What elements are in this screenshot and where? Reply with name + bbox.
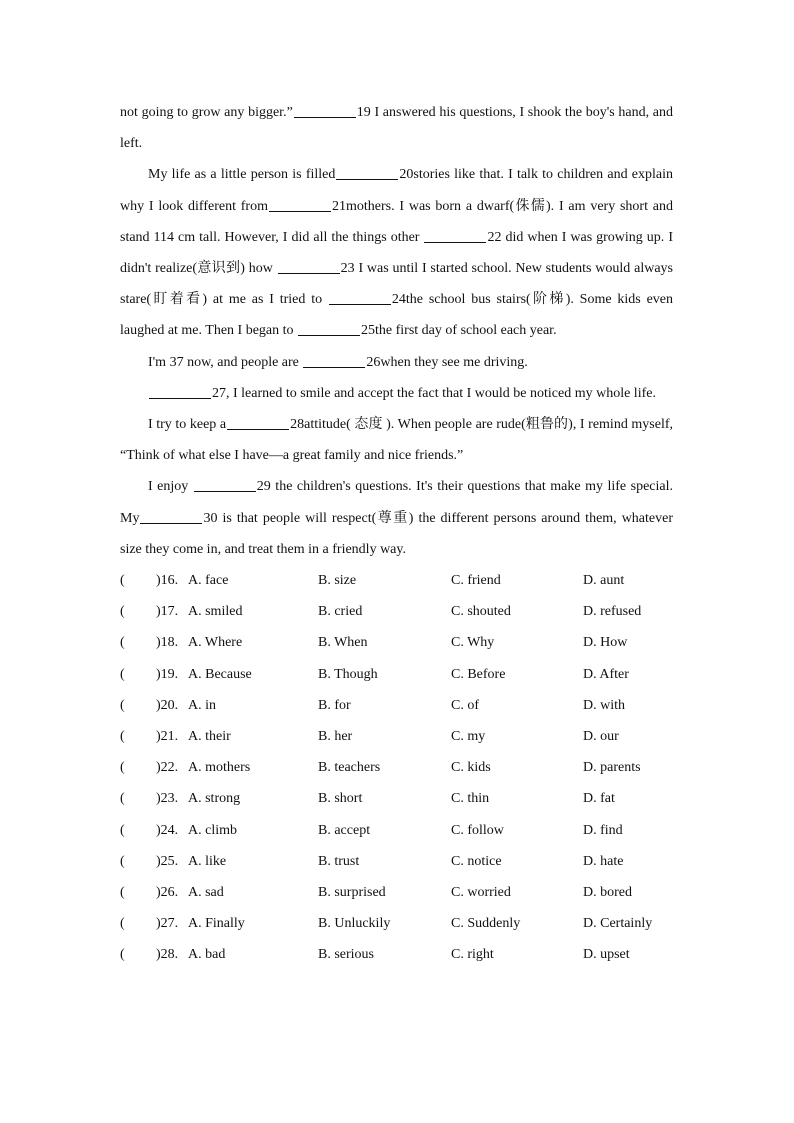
answer-paren[interactable]: (	[120, 791, 125, 807]
option-b[interactable]: B. size	[318, 573, 357, 589]
answer-paren[interactable]: (	[120, 573, 125, 589]
passage-text: 28attitude( 态度 ). When people are rude(粗鲁的), I remind myself, “Think of what else I have—a great family and nice friends.”	[120, 417, 674, 464]
answer-blank[interactable]	[194, 477, 256, 492]
option-b[interactable]: B. cried	[318, 604, 363, 620]
answer-blank[interactable]	[298, 321, 360, 336]
option-c[interactable]: C. thin	[451, 791, 490, 807]
answer-paren[interactable]: (	[120, 697, 125, 713]
question-number: )22.	[156, 760, 179, 776]
answer-paren[interactable]: (	[120, 728, 125, 744]
answer-paren[interactable]: (	[120, 853, 125, 869]
option-c[interactable]: C. Before	[451, 666, 506, 682]
option-a[interactable]: A. strong	[188, 791, 241, 807]
option-d[interactable]: D. parents	[583, 760, 641, 776]
question-row	[120, 659, 673, 690]
option-b[interactable]: B. for	[318, 697, 351, 713]
passage-text: 21mothers. I was born a dwarf(侏儒). I am very short and stand 114 cm tall. However, I did all the things other	[120, 198, 673, 245]
answer-paren[interactable]: (	[120, 760, 125, 776]
passage-text: My life as a little person is filled	[148, 167, 336, 183]
answer-blank[interactable]	[149, 384, 211, 399]
passage-text: 23 I was until I started school. New students would always stare(盯着看) at me as I tried to	[120, 261, 673, 308]
answer-paren[interactable]: (	[120, 635, 125, 651]
answer-blank[interactable]	[303, 353, 365, 368]
option-d[interactable]: D. with	[583, 697, 625, 713]
option-d[interactable]: D. Certainly	[583, 916, 653, 932]
question-row	[120, 783, 673, 814]
option-b[interactable]: B. accept	[318, 822, 371, 838]
option-c[interactable]: C. follow	[451, 822, 504, 838]
question-number: )26.	[156, 884, 179, 900]
option-a[interactable]: A. mothers	[188, 760, 251, 776]
option-c[interactable]: C. of	[451, 697, 479, 713]
option-a[interactable]: A. climb	[188, 822, 237, 838]
document-page	[120, 97, 673, 970]
option-d[interactable]: D. hate	[583, 853, 624, 869]
option-c[interactable]: C. notice	[451, 853, 502, 869]
option-a[interactable]: A. sad	[188, 884, 224, 900]
cloze-passage	[120, 97, 673, 565]
passage-paragraph	[120, 378, 673, 409]
option-c[interactable]: C. worried	[451, 884, 511, 900]
answer-paren[interactable]: (	[120, 884, 125, 900]
option-b[interactable]: B. Though	[318, 666, 378, 682]
option-b[interactable]: B. trust	[318, 853, 360, 869]
passage-paragraph	[120, 409, 673, 471]
passage-text: 22 did when I was growing up. I didn't realize(意识到) how	[120, 229, 673, 277]
question-number: )20.	[156, 697, 179, 713]
option-c[interactable]: C. right	[451, 947, 494, 963]
option-a[interactable]: A. in	[188, 697, 216, 713]
passage-text: 20stories like that. I talk to children and explain why I look different from	[120, 167, 673, 214]
option-c[interactable]: C. my	[451, 728, 486, 744]
question-number: )27.	[156, 916, 179, 932]
question-number: )24.	[156, 822, 179, 838]
passage-text: I try to keep a	[148, 417, 227, 433]
option-d[interactable]: D. refused	[583, 604, 642, 620]
question-number: )19.	[156, 666, 179, 682]
question-number: )23.	[156, 791, 179, 807]
question-number: )28.	[156, 947, 179, 963]
passage-text: 27, I learned to smile and accept the fact that I would be noticed my whole life.	[212, 385, 656, 401]
passage-paragraph	[120, 159, 673, 346]
question-number: )25.	[156, 853, 179, 869]
option-c[interactable]: C. Suddenly	[451, 916, 521, 932]
question-number: )21.	[156, 728, 179, 744]
option-d[interactable]: D. fat	[583, 791, 615, 807]
question-number: )16.	[156, 573, 179, 589]
question-row	[120, 627, 673, 658]
question-row	[120, 596, 673, 627]
question-row	[120, 877, 673, 908]
answer-blank[interactable]	[329, 290, 391, 305]
option-b[interactable]: B. her	[318, 728, 353, 744]
passage-paragraph	[120, 97, 673, 159]
question-number: )18.	[156, 635, 179, 651]
option-c[interactable]: C. Why	[451, 635, 495, 651]
option-d[interactable]: D. aunt	[583, 573, 625, 589]
answer-blank[interactable]	[424, 228, 486, 243]
option-a[interactable]: A. like	[188, 853, 227, 869]
option-d[interactable]: D. After	[583, 666, 629, 682]
passage-text: 19 I answered his questions, I shook the boy's hand, and left.	[120, 105, 673, 152]
option-a[interactable]: A. smiled	[188, 604, 243, 620]
answer-paren[interactable]: (	[120, 947, 125, 963]
question-row	[120, 721, 673, 752]
option-c[interactable]: C. shouted	[451, 604, 511, 620]
passage-text: 30 is that people will respect(尊重) the different persons around them, whatever size they come in, and treat them in a friendly way.	[120, 510, 673, 557]
passage-text: not going to grow any bigger.”	[120, 105, 293, 120]
answer-paren[interactable]: (	[120, 666, 125, 682]
option-a[interactable]: A. their	[188, 728, 231, 744]
option-c[interactable]: C. friend	[451, 573, 501, 589]
option-a[interactable]: A. Because	[188, 666, 252, 682]
passage-text: 29 the children's questions. It's their questions that make my life special. My	[120, 479, 674, 526]
option-d[interactable]: D. How	[583, 635, 628, 651]
question-row	[120, 939, 673, 970]
answer-blank[interactable]	[336, 165, 398, 180]
option-a[interactable]: A. bad	[188, 947, 226, 963]
passage-text: 26when they see me driving.	[366, 354, 528, 370]
answer-blank[interactable]	[227, 415, 289, 430]
option-d[interactable]: D. our	[583, 728, 619, 744]
question-row	[120, 752, 673, 783]
option-b[interactable]: B. teachers	[318, 760, 381, 776]
option-c[interactable]: C. kids	[451, 760, 491, 776]
question-row	[120, 690, 673, 721]
option-b[interactable]: B. Unluckily	[318, 916, 391, 932]
option-b[interactable]: B. surprised	[318, 884, 386, 900]
passage-text: I'm 37 now, and people are	[148, 354, 303, 370]
option-d[interactable]: D. find	[583, 822, 623, 838]
answer-blank[interactable]	[278, 259, 340, 274]
passage-paragraph	[120, 471, 673, 565]
answer-paren[interactable]: (	[120, 916, 125, 932]
option-a[interactable]: A. Finally	[188, 916, 245, 932]
question-number: )17.	[156, 604, 179, 620]
question-row	[120, 815, 673, 846]
answer-blank[interactable]	[294, 103, 356, 118]
option-b[interactable]: B. When	[318, 635, 368, 651]
option-d[interactable]: D. bored	[583, 884, 632, 900]
question-row	[120, 846, 673, 877]
option-b[interactable]: B. short	[318, 791, 363, 807]
option-b[interactable]: B. serious	[318, 947, 374, 963]
passage-text: I enjoy	[148, 479, 193, 495]
passage-text: 24the school bus stairs(阶梯). Some kids even laughed at me. Then I began to	[120, 292, 673, 339]
question-row	[120, 565, 673, 596]
option-a[interactable]: A. face	[188, 573, 229, 589]
answer-paren[interactable]: (	[120, 604, 125, 620]
option-a[interactable]: A. Where	[188, 635, 243, 651]
passage-paragraph	[120, 347, 673, 378]
question-row	[120, 908, 673, 939]
answer-blank[interactable]	[269, 197, 331, 212]
answer-blank[interactable]	[140, 509, 202, 524]
option-d[interactable]: D. upset	[583, 947, 630, 963]
question-list	[120, 565, 673, 970]
passage-text: 25the first day of school each year.	[361, 323, 557, 339]
answer-paren[interactable]: (	[120, 822, 125, 838]
